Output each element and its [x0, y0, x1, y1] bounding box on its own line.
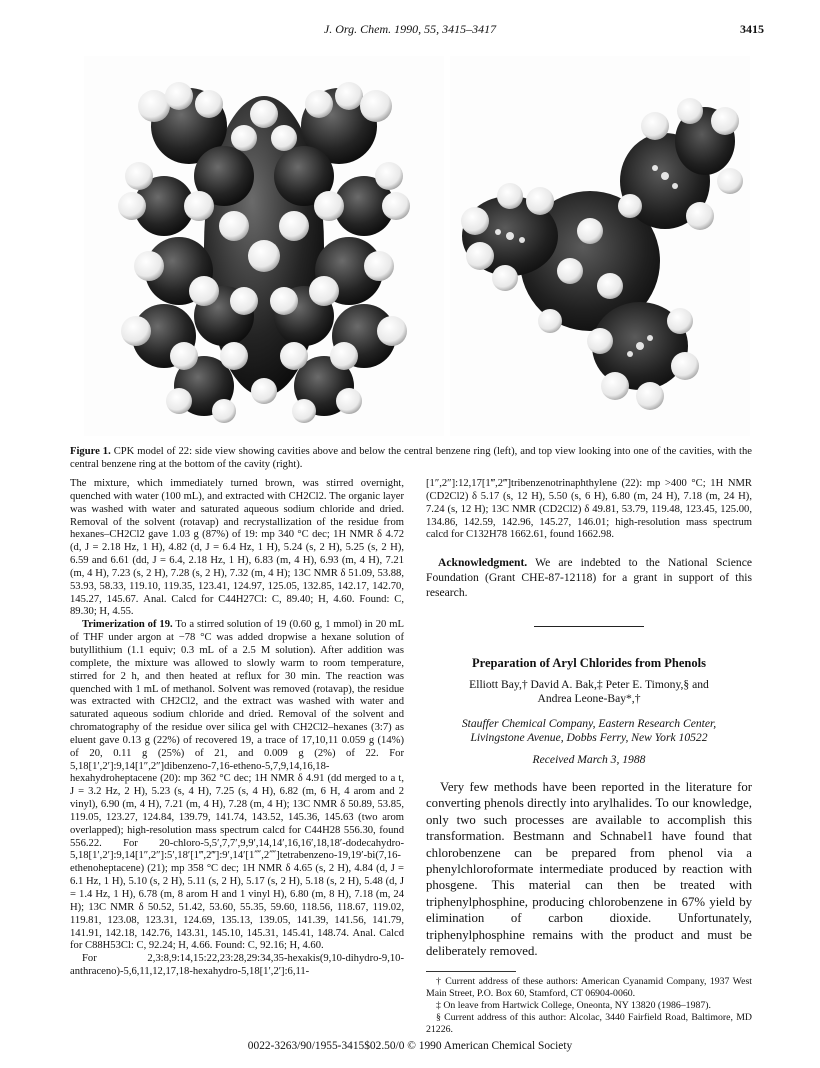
trimerization-heading: Trimerization of 19. — [82, 619, 173, 631]
author-line-1: Elliott Bay,† David A. Bak,‡ Peter E. Timony,§ and — [469, 678, 709, 692]
affiliation — [426, 717, 752, 745]
experimental-paragraph-2 — [70, 619, 404, 953]
footnote-3: § Current address of this author: Alcolac, 3440 Fairfield Road, Baltimore, MD 21226. — [426, 1012, 752, 1036]
article-title: Preparation of Aryl Chlorides from Phenols — [472, 656, 706, 671]
acknowledgment — [426, 555, 752, 600]
trimerization-text: To a stirred solution of 19 (0.60 g, 1 mmol) in 20 mL of THF under argon at −78 °C was added dropwise a hexane solution of butyllithium (1.1 equiv; 0.3 mL of a 2.5 M solution). After addition was complete, the mixture was allowed to slowly warm to room temperature, stirred for 2 h, and then heated at reflux for 30 min. The reaction was quenched with 1 mL of methanol. Solvent was removed (rotavap), the residue was extracted with CH2Cl2, and the extract was washed with water and saturated aqueous sodium chloride and dried. Removal of the solvent and chromatography of the residue over silica gel with CH2Cl2–hexanes (3:7) as eluent gave 0.13 g (22%) of recovered 19, a trace of 17,10,11 0.059 g (14%) of 20, 0.11 g (25%) of 21, and 0.009 g (2%) of 22. For 5,18[1′,2′]:9,14[1″,2″]dibenzeno-7,16-etheno-5,7,9,14,16,18-hexahydroheptacene (20): mp 362 °C dec; 1H NMR δ 4.91 (dd merged to a t, J = 3.2 Hz, 2 H), 5.23 (s, 4 H), 7.25 (s, 4 H), 6.82 (m, 6 H, 4 arom and 2 vinyl), 6.90 (m, 4 H), 7.21 (m, 4 H), 7.28 (m, 4 H); 13C NMR δ 50.89, 53.85, 119.05, 123.27, 124.84, 139.79, 141.74, 143.52, 145.36, 145.63 (two arom overlapped); high-resolution mass spectrum calcd for C44H28 556.30, found 556.22. For 20-chloro-5,5′,7,7′,9,9′,14,14′,16,16′,18,18′-dodecahydro-5,18[1′,2′]:9,14[1″,2″]:5′,18′[1‴,2‴]:9′,14′[1⁗,2⁗]tetrabenzeno-19,19′-bi(7,16-ethenoheptacene) (21); mp 358 °C dec; 1H NMR δ 4.65 (s, 2 H), 4.84 (d, J = 6.1 Hz, 1 H), 5.10 (s, 2 H), 5.11 (s, 2 H), 5.17 (s, 2 H), 5.18 (s, 2 H), 5.48 (d, J = 1.4 Hz, 1 H), 6.78 (m, 8 arom H and 1 vinyl H), 6.80 (m, 8 H), 7.18 (m, 24 H); 13C NMR δ 50.52, 51.42, 53.60, 55.35, 59.60, 118.56, 118.67, 119.02, 119.81, 123.08, 123.31, 124.69, 135.13, 139.05, 141.39, 141.56, 141.79, 141.91, 142.18, 142.76, 143.31, 145.10, 145.31, 145.41, 148.74. Anal. Calcd for C88H53Cl: C, 92.24; H, 4.66. Found: C, 92.16; H, 4.60. — [70, 619, 404, 952]
cpk-model-side-view-image — [84, 56, 444, 436]
article-body-paragraph: Very few methods have been reported in the literature for converting phenols directly into arylhalides. To our knowledge, only two such processes are available to accomplish this transformation. Bestmann and Schnabel1 have found that chlorobenzene can be prepared from phenol via a phenylchloroformate intermediate produced by reaction with phosgene. This material can then be treated with triphenylphosphine, producing chlorobenzene in 67% yield by elimination of carbon dioxide. Unfortunately, triphenylphosphine remains with the product and must be deliberately removed. — [426, 779, 752, 958]
received-date: Received March 3, 1988 — [532, 753, 646, 767]
footnote-2: ‡ On leave from Hartwick College, Oneonta, NY 13820 (1986–1987). — [436, 1000, 711, 1012]
left-column — [70, 478, 404, 979]
affiliation-line-1: Stauffer Chemical Company, Eastern Research Center, — [461, 717, 717, 731]
page-number: 3415 — [740, 22, 764, 36]
cpk-model-top-view-image — [450, 56, 750, 436]
affiliation-line-2: Livingstone Avenue, Dobbs Ferry, New York 10522 — [470, 731, 708, 745]
footnote-1: † Current address of these authors: American Cyanamid Company, 1937 West Main Street, P.O. Box 60, Stamford, CT 06904-0060. — [426, 976, 752, 1000]
section-divider — [534, 626, 644, 627]
experimental-paragraph-1: The mixture, which immediately turned brown, was stirred overnight, quenched with water (100 mL), and extracted with CH2Cl2. The organic layer was washed with water and saturated aqueous sodium chloride and dried. Removal of the solvent (rotavap) and recrystallization of the residue from hexanes–CH2Cl2 gave 1.03 g (87%) of 19: mp 340 °C dec; 1H NMR δ 4.72 (d, J = 2.18 Hz, 1 H), 4.82 (d, J = 6.4 Hz, 1 H), 5.24 (s, 2 H), 5.25 (s, 2 H), 6.59 and 6.61 (dd, J = 6.4, 2.18 Hz, 1 H), 6.83 (m, 4 H), 6.93 (m, 4 H), 7.21 (m, 4 H), 7.23 (s, 2 H), 7.28 (s, 2 H), 7.32 (m, 4 H); 13C NMR δ 51.09, 53.88, 53.93, 58.33, 119.10, 119.35, 123.41, 124.97, 125.05, 132.85, 142.17, 142.70, 145.27, 145.67. Anal. Calcd for C44H27Cl: C, 89.40; H, 4.60. Found: C, 89.30; H, 4.55. — [70, 478, 404, 618]
journal-citation: J. Org. Chem. 1990, 55, 3415–3417 — [323, 22, 497, 36]
right-column — [426, 478, 752, 1036]
acknowledgment-heading: Acknowledgment. — [438, 556, 528, 570]
figure-label: Figure 1. — [70, 446, 111, 457]
experimental-paragraph-3: For 2,3:8,9:14,15:22,23:28,29:34,35-hexakis(9,10-dihydro-9,10-anthraceno)-5,6,11,12,17,18-hexahydro-5,18[1′,2′]:6,11- — [70, 953, 404, 978]
author-list — [426, 678, 752, 706]
running-header — [0, 22, 820, 38]
acknowledgment-text: We are indebted to the National Science Foundation (Grant CHE-87-12118) for a grant in support of this research. — [426, 556, 752, 600]
footnote-divider — [426, 971, 516, 972]
experimental-continuation: [1″,2″]:12,17[1‴,2‴]tribenzenotrinaphthylene (22): mp >400 °C; 1H NMR (CD2Cl2) δ 5.17 (s, 12 H), 5.50 (s, 6 H), 6.80 (m, 24 H), 7.18 (m, 24 H), 7.24 (s, 12 H); 13C NMR (CD2Cl2) δ 49.81, 53.79, 119.48, 123.45, 125.00, 134.86, 142.59, 142.96, 145.27, 146.01; high-resolution mass spectrum calcd for C132H78 1662.61, found 1662.98. — [426, 478, 752, 541]
figure-caption-text: CPK model of 22: side view showing cavities above and below the central benzene ring (left), and top view looking into one of the cavities, with the central benzene ring at the bottom of the cavity (right). — [70, 446, 752, 470]
figure-caption — [70, 445, 752, 471]
author-line-2: Andrea Leone-Bay*,† — [537, 692, 641, 706]
copyright-footer: 0022-3263/90/1955-3415$02.50/0 © 1990 American Chemical Society — [247, 1040, 573, 1052]
